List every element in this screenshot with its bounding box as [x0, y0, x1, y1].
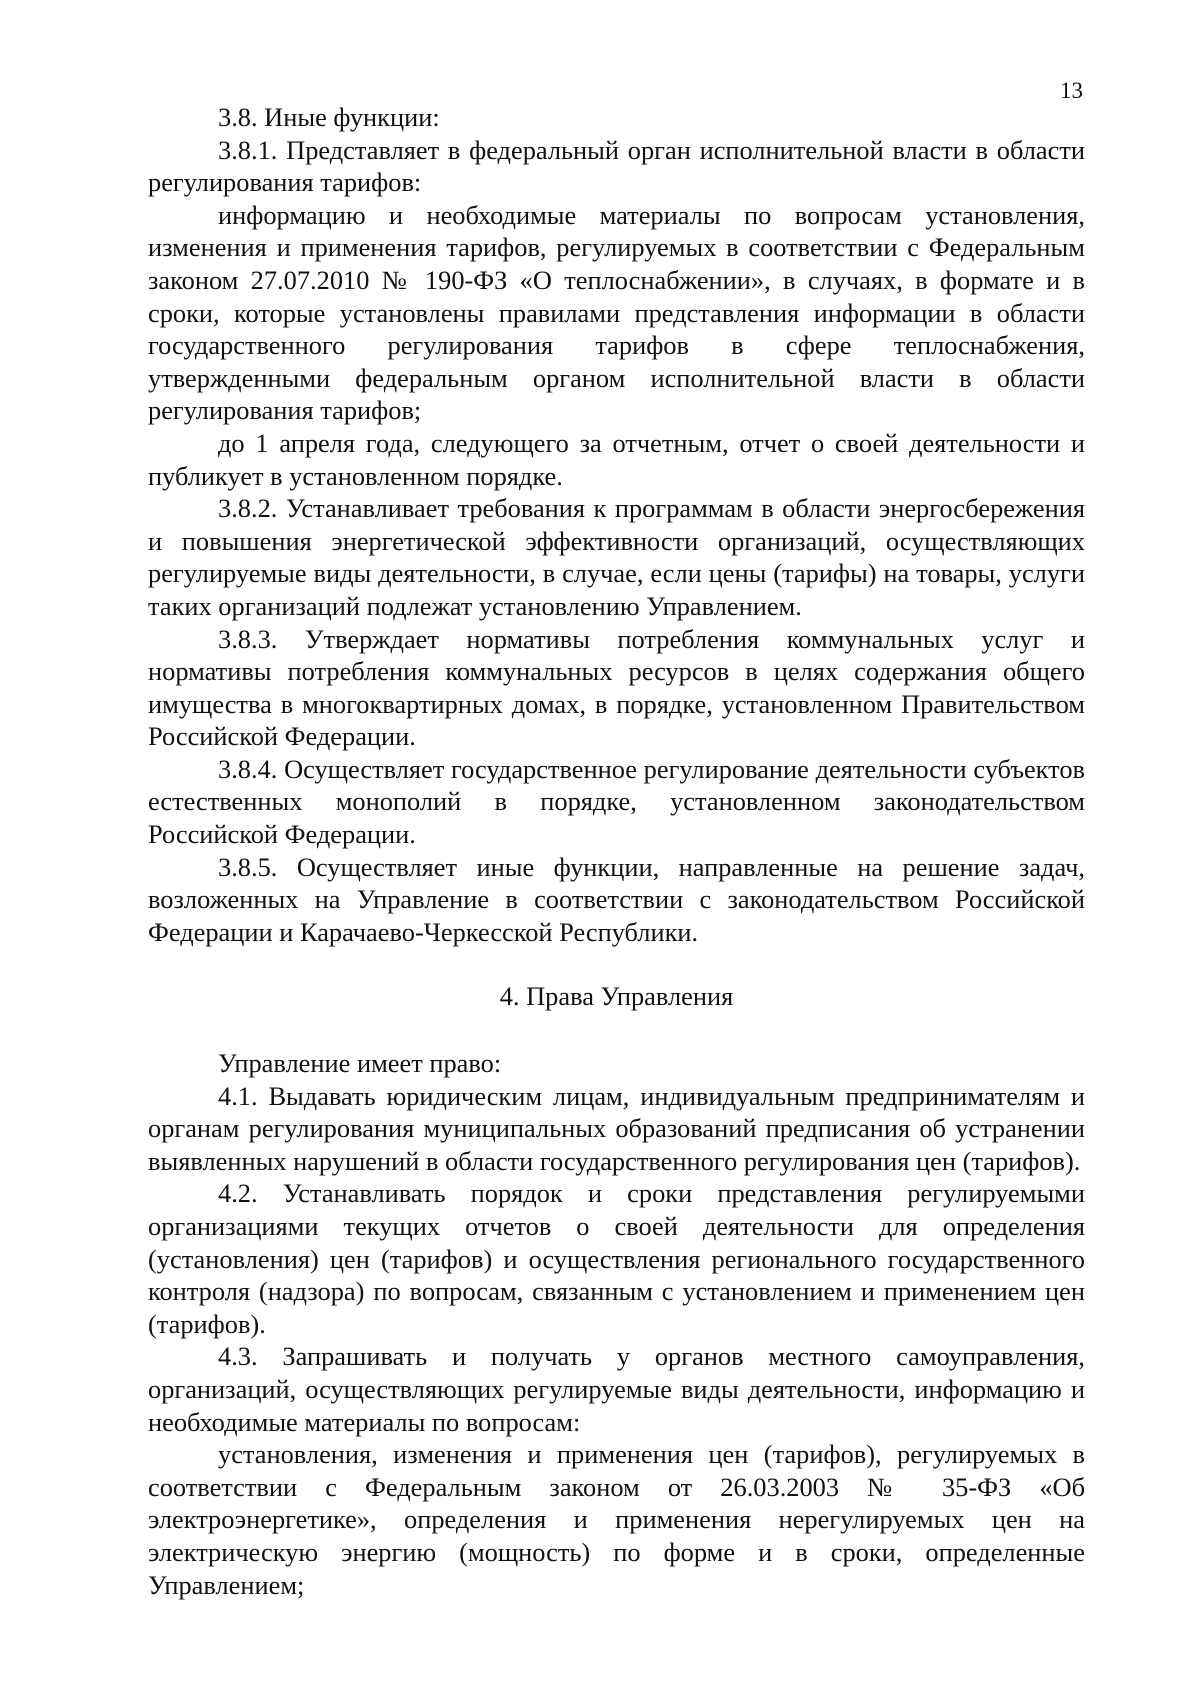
paragraph-3-8-1-report: до 1 апреля года, следующего за отчетным, отчет о своей деятельности и публикует в установленном порядке. — [148, 427, 1085, 491]
paragraph-4-3: 4.3. Запрашивать и получать у органов местного самоуправления, организаций, осуществляющих регулируемые виды деятельности, информацию и необходимые материалы по вопросам: — [148, 1341, 1085, 1437]
document-body — [148, 101, 1085, 1601]
paragraph-3-8-3: 3.8.3. Утверждает нормативы потребления коммунальных услуг и нормативы потребления коммунальных ресурсов в целях содержания общего имущества в многоквартирных домах, в порядке, установленном Правительством Российской Федерации. — [148, 623, 1085, 752]
paragraph-4-3-item: установления, изменения и применения цен (тарифов), регулируемых в соответствии с Федеральным законом от 26.03.2003 № 35-ФЗ «Об электроэнергетике», определения и применения нерегулируемых цен на электрическую энергию (мощность) по форме и в сроки, определенные Управлением; — [148, 1439, 1085, 1600]
paragraph-3-8-5: 3.8.5. Осуществляет иные функции, направленные на решение задач, возложенных на Управление в соответствии с законодательством Российской Федерации и Карачаево-Черкесской Республики. — [148, 851, 1085, 947]
paragraph-3-8-4: 3.8.4. Осуществляет государственное регулирование деятельности субъектов естественных монополий в порядке, установленном законодательством Российской Федерации. — [148, 753, 1085, 850]
paragraph-3-8: 3.8. Иные функции: — [218, 102, 440, 132]
paragraph-3-8-1: 3.8.1. Представляет в федеральный орган исполнительной власти в области регулирования тарифов: — [148, 134, 1085, 198]
paragraph-rights-intro: Управление имеет право: — [218, 1048, 502, 1079]
paragraph-3-8-1-info: информацию и необходимые материалы по вопросам установления, изменения и применения тарифов, регулируемых в соответствии с Федеральным законом 27.07.2010 № 190-ФЗ «О теплоснабжении», в случаях, в формате и в сроки, которые установлены правилами представления информации в области государственного регулирования тарифов в сфере теплоснабжения, утвержденными федеральным органом исполнительной власти в области регулирования тарифов; — [148, 199, 1085, 426]
section-heading: 4. Права Управления — [499, 981, 734, 1012]
paragraph-4-1: 4.1. Выдавать юридическим лицам, индивидуальным предпринимателям и органам регулирования муниципальных образований предписания об устранении выявленных нарушений в области государственного регулирования цен (тарифов). — [148, 1080, 1085, 1176]
paragraph-3-8-2: 3.8.2. Устанавливает требования к программам в области энергосбережения и повышения энергетической эффективности организаций, осуществляющих регулируемые виды деятельности, в случае, если цены (тарифы) на товары, услуги таких организаций подлежат установлению Управлением. — [148, 493, 1085, 621]
page-number: 13 — [1060, 78, 1083, 103]
paragraph-4-2: 4.2. Устанавливать порядок и сроки представления регулируемыми организациями текущих отчетов о своей деятельности для определения (установления) цен (тарифов) и осуществления регионального государственного контроля (надзора) по вопросам, связанным с установлением и применением цен (тарифов). — [148, 1178, 1085, 1339]
